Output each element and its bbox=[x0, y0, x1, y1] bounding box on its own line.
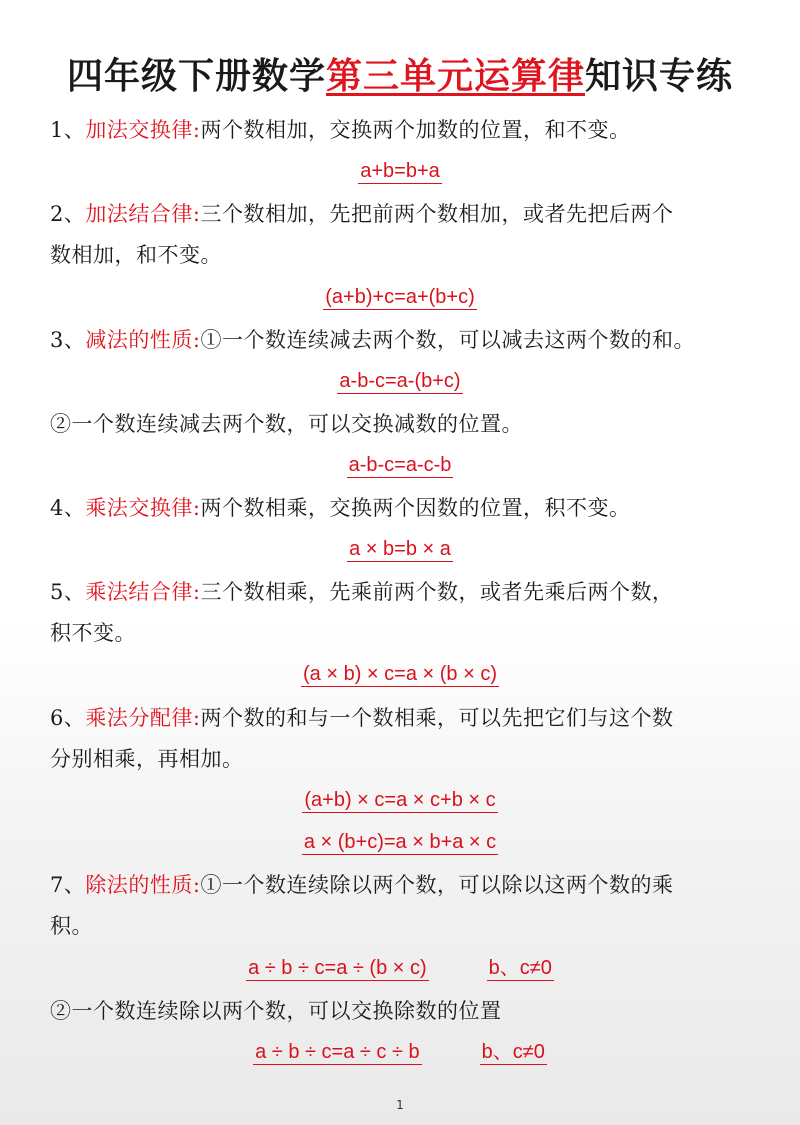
formula-division-property-1: a ÷ b ÷ c=a ÷ (b × c) b、c≠0 bbox=[248, 957, 552, 979]
rule-description: 两个数相乘，交换两个因数的位置，积不变。 bbox=[200, 496, 631, 520]
rule-name: 加法结合律: bbox=[85, 202, 201, 226]
rule-2 bbox=[50, 200, 760, 228]
page-number: 1 bbox=[396, 1098, 404, 1112]
rule-number: 4、 bbox=[50, 496, 86, 520]
rule-number: 5、 bbox=[50, 580, 86, 604]
rule-name: 加法交换律: bbox=[85, 118, 201, 142]
page-title bbox=[0, 48, 800, 99]
title-suffix: 知识专练 bbox=[585, 56, 734, 97]
formula-distributive-1: (a+b) × c=a × c+b × c bbox=[304, 789, 496, 811]
rule-6-continued: 分别相乘，再相加。 bbox=[50, 747, 244, 771]
formula-multiplication-associative: (a × b) × c=a × (b × c) bbox=[303, 663, 497, 685]
rule-number: 7、 bbox=[50, 873, 86, 897]
rule-5 bbox=[50, 578, 760, 606]
rule-name: 减法的性质: bbox=[85, 328, 201, 352]
formula-subtraction-property-2: a-b-c=a-c-b bbox=[348, 454, 452, 476]
rule-description: 三个数相乘，先乘前两个数，或者先乘后两个数， bbox=[200, 580, 674, 604]
rule-number: 6、 bbox=[50, 706, 86, 730]
formula-subtraction-property-1: a-b-c=a-(b+c) bbox=[339, 370, 461, 392]
rule-name: 乘法结合律: bbox=[85, 580, 201, 604]
rule-2-continued: 数相加，和不变。 bbox=[50, 243, 222, 267]
rule-7-part-2: ②一个数连续除以两个数，可以交换除数的位置 bbox=[50, 999, 502, 1023]
rule-number: 1、 bbox=[50, 118, 86, 142]
rule-description: ①一个数连续减去两个数，可以减去这两个数的和。 bbox=[200, 328, 695, 352]
rule-description: 三个数相加，先把前两个数相加，或者先把后两个 bbox=[200, 202, 674, 226]
formula-condition: b、c≠0 bbox=[481, 1041, 545, 1063]
rule-number: 2、 bbox=[50, 202, 86, 226]
title-highlight: 第三单元运算律 bbox=[325, 56, 585, 97]
rule-description: 两个数的和与一个数相乘，可以先把它们与这个数 bbox=[200, 706, 674, 730]
rule-6 bbox=[50, 704, 760, 732]
rule-description: 两个数相加，交换两个加数的位置，和不变。 bbox=[200, 118, 631, 142]
formula-division-property-2: a ÷ b ÷ c=a ÷ c ÷ b b、c≠0 bbox=[255, 1041, 545, 1063]
rule-3 bbox=[50, 326, 760, 354]
formula-condition: b、c≠0 bbox=[488, 957, 552, 979]
rule-number: 3、 bbox=[50, 328, 86, 352]
formula-addition-commutative: a+b=b+a bbox=[360, 160, 440, 182]
rule-4 bbox=[50, 494, 760, 522]
rule-7-continued: 积。 bbox=[50, 914, 93, 938]
rule-5-continued: 积不变。 bbox=[50, 621, 136, 645]
rule-3-part-2: ②一个数连续减去两个数，可以交换减数的位置。 bbox=[50, 412, 523, 436]
rule-name: 乘法分配律: bbox=[85, 706, 201, 730]
rule-7 bbox=[50, 871, 760, 899]
rule-name: 除法的性质: bbox=[85, 873, 201, 897]
formula-multiplication-commutative: a × b=b × a bbox=[349, 538, 451, 560]
title-prefix: 四年级下册数学 bbox=[66, 56, 326, 97]
rule-1 bbox=[50, 116, 760, 144]
rule-name: 乘法交换律: bbox=[85, 496, 201, 520]
rule-description: ①一个数连续除以两个数，可以除以这两个数的乘 bbox=[200, 873, 674, 897]
formula-distributive-2: a × (b+c)=a × b+a × c bbox=[303, 831, 497, 853]
formula-addition-associative: (a+b)+c=a+(b+c) bbox=[325, 286, 475, 308]
